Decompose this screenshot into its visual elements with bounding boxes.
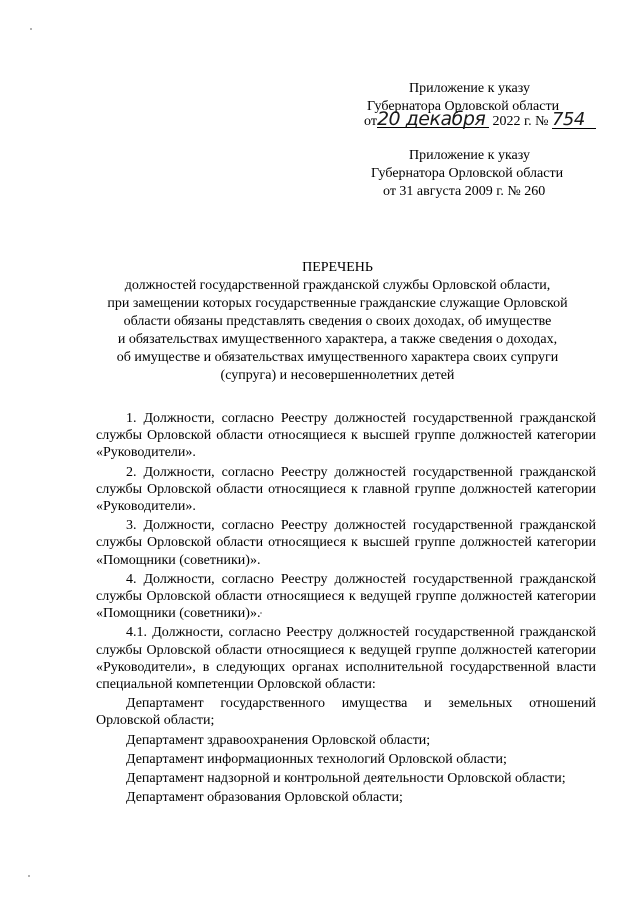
department-item: Департамент государственного имущества и земельных отношений Орловской области; [96,696,596,729]
handwritten-date: 20 декабря [377,111,489,128]
title-line: и обязательствах имущественного характера, а также сведения о доходах, [117,332,558,347]
list-item-1: 1. Должности, согласно Реестру должностей государственной гражданской службы Орловской области относящиеся к высшей группе должностей категории «Руководители». [96,411,596,461]
department-item: Департамент информационных технологий Орловской области; [126,751,507,767]
document-title [85,259,590,385]
list-item-3: 3. Должности, согласно Реестру должностей государственной гражданской службы Орловской области относящиеся к высшей группе должностей категории «Помощники (советники)». [96,518,596,568]
appendix-current-mid: 2022 г. № [492,114,549,129]
appendix-current-date-line [364,108,596,131]
appendix-previous-line2: Губернатора Орловской области [371,166,564,181]
department-item: Департамент образования Орловской области; [126,790,403,806]
title-line: должностей государственной гражданской службы Орловской области, [124,278,551,293]
document-body [96,410,596,806]
department-item: Департамент надзорной и контрольной деятельности Орловской области; [126,771,566,787]
list-item-4-1: 4.1. Должности, согласно Реестру должностей государственной гражданской службы Орловской области относящиеся к ведущей группе должностей категории «Руководители», в следующих органах исполнительной государственной власти специальной компетенции Орловской области: [96,625,596,693]
appendix-current-prefix: от [364,114,377,129]
title-line: области обязаны представлять сведения о своих доходах, об имуществе [123,314,552,329]
scan-speck [28,875,30,877]
title-line: при замещении которых государственные гражданские служащие Орловской [107,296,568,311]
title-line: об имуществе и обязательствах имущественного характера своих супруги [116,350,559,365]
scan-speck [260,612,262,614]
appendix-current-line2: Губернатора Орловской области [367,99,560,114]
appendix-previous-line1: Приложение к указу [409,148,530,163]
list-item-4: 4. Должности, согласно Реестру должностей государственной гражданской службы Орловской области относящиеся к ведущей группе должностей категории «Помощники (советники)». [96,571,596,622]
title-line: (супруга) и несовершеннолетних детей [220,368,455,383]
appendix-current-line1: Приложение к указу [409,81,530,96]
appendix-previous-line3: от 31 августа 2009 г. № 260 [383,184,546,199]
title-heading: ПЕРЕЧЕНЬ [302,260,373,275]
list-item-2: 2. Должности, согласно Реестру должностей государственной гражданской службы Орловской области относящиеся к главной группе должностей категории «Руководители». [96,464,596,515]
department-item: Департамент здравоохранения Орловской области; [126,732,431,748]
scan-speck [30,28,32,30]
handwritten-number: 754 [552,112,596,129]
